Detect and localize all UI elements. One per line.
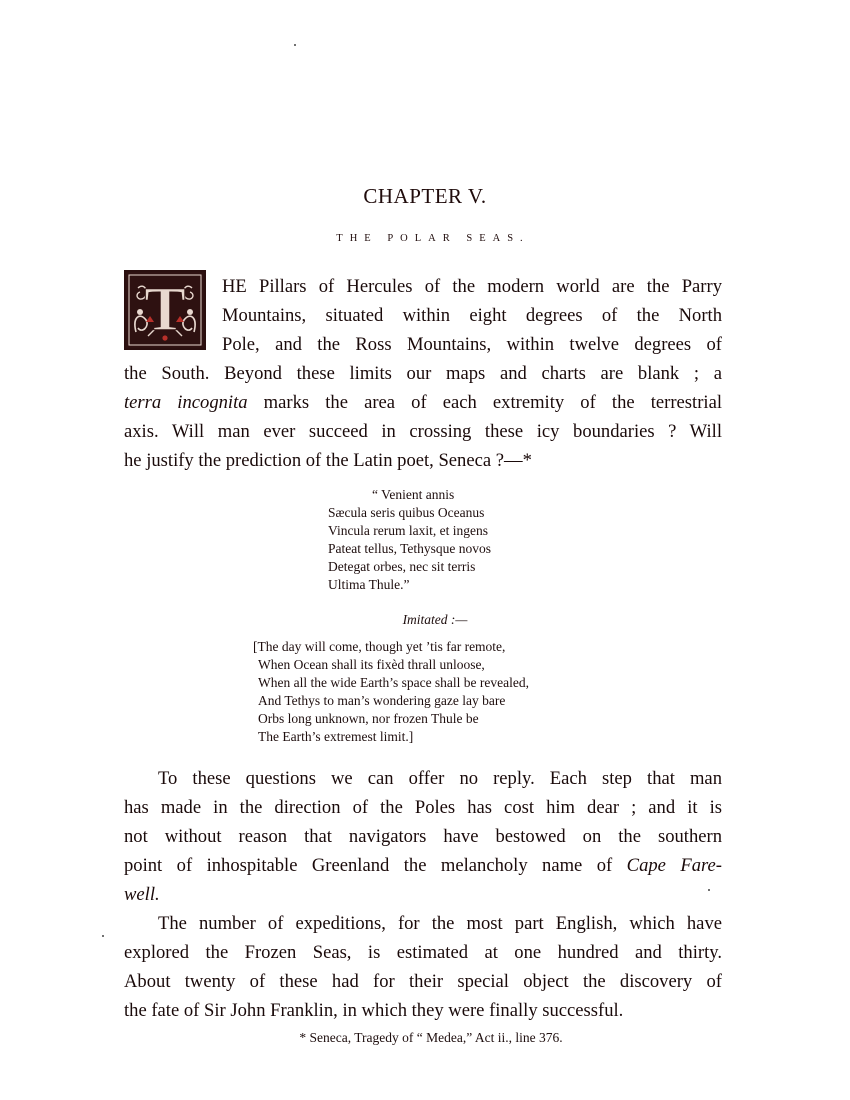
quote-line: “ Venient annis bbox=[372, 487, 455, 502]
quote-line: When all the wide Earth’s space shall be revealed, bbox=[258, 675, 530, 690]
paragraph-expeditions bbox=[124, 909, 722, 1025]
quote-line: Sæcula seris quibus Oceanus bbox=[328, 505, 485, 520]
text-line: axis. Will man ever succeed in crossing these icy boundaries ? Will bbox=[124, 421, 722, 442]
paper-speck bbox=[102, 935, 104, 937]
quote-line: Ultima Thule.” bbox=[328, 577, 410, 592]
quote-line: Vincula rerum laxit, et ingens bbox=[328, 523, 489, 538]
text-line: has made in the direction of the Poles has cost him dear ; and it is bbox=[124, 797, 722, 818]
chapter-subtitle: THE POLAR SEAS. bbox=[336, 233, 530, 244]
italic-phrase: terra incognita bbox=[124, 392, 248, 413]
text-line: the South. Beyond these limits our maps and charts are blank ; a bbox=[124, 363, 722, 384]
imitated-label: Imitated :— bbox=[402, 612, 468, 627]
quote-line: Pateat tellus, Tethysque novos bbox=[328, 541, 492, 556]
quote-line: The Earth’s extremest limit.] bbox=[258, 729, 414, 744]
chapter-title: CHAPTER V. bbox=[363, 184, 487, 208]
quote-line: When Ocean shall its fixèd thrall unloose, bbox=[258, 657, 485, 672]
text-fragment: point of inhospitable Greenland the melancholy name of bbox=[124, 855, 613, 876]
text-line: The number of expeditions, for the most part English, which have bbox=[158, 913, 722, 934]
intro-paragraph bbox=[124, 272, 722, 475]
text-line: the fate of Sir John Franklin, in which they were finally successful. bbox=[124, 1000, 624, 1021]
text-fragment: marks the area of each extremity of the terrestrial bbox=[263, 392, 722, 413]
text-line: explored the Frozen Seas, is estimated at one hundred and thirty. bbox=[124, 942, 722, 963]
quote-line: Orbs long unknown, nor frozen Thule be bbox=[258, 711, 479, 726]
quote-line: Detegat orbes, nec sit terris bbox=[328, 559, 476, 574]
text-line: To these questions we can offer no reply. Each step that man bbox=[158, 768, 722, 789]
quote-line: And Tethys to man’s wondering gaze lay bare bbox=[258, 693, 506, 708]
text-line: HE Pillars of Hercules of the modern world are the Parry bbox=[222, 276, 722, 297]
drop-cap-letter: T bbox=[144, 276, 186, 344]
text-line-with-italic bbox=[124, 851, 722, 880]
paragraph-questions bbox=[124, 764, 722, 909]
text-line: not without reason that navigators have bestowed on the southern bbox=[124, 826, 722, 847]
text-line: Mountains, situated within eight degrees of the North bbox=[222, 305, 722, 326]
text-line: About twenty of these had for their special object the discovery of bbox=[124, 971, 722, 992]
quote-line: [The day will come, though yet ’tis far remote, bbox=[253, 639, 506, 654]
italic-phrase: Cape Fare- bbox=[626, 855, 722, 876]
text-line: he justify the prediction of the Latin poet, Seneca ?—* bbox=[124, 450, 532, 471]
english-translation bbox=[253, 638, 530, 746]
text-line bbox=[124, 880, 722, 909]
latin-quotation bbox=[328, 486, 491, 594]
footnote: * Seneca, Tragedy of “ Medea,” Act ii., line 376. bbox=[299, 1030, 563, 1045]
paper-speck bbox=[294, 44, 296, 46]
text-line: Pole, and the Ross Mountains, within twelve degrees of bbox=[222, 334, 722, 355]
italic-phrase: well. bbox=[124, 884, 160, 905]
text-line-with-italic bbox=[124, 388, 722, 417]
